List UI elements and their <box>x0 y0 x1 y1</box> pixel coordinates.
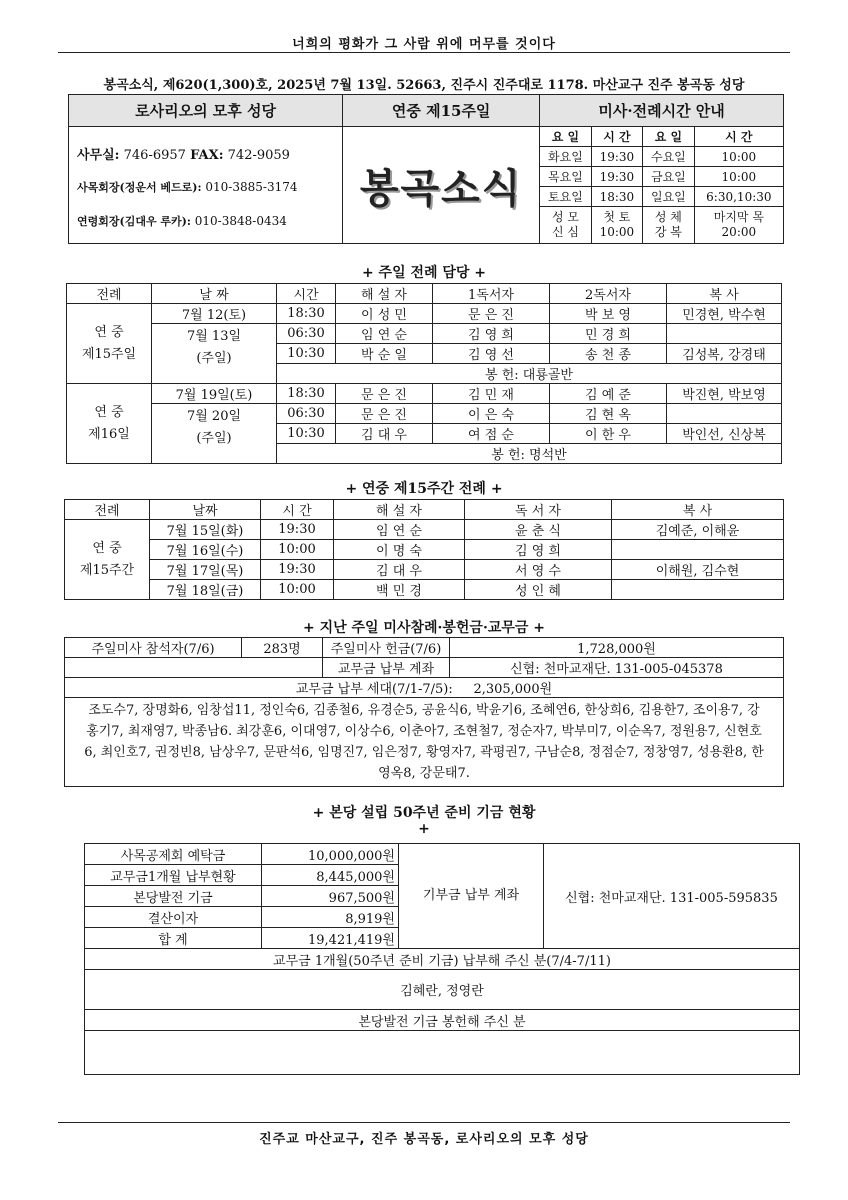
server-cell <box>667 324 782 344</box>
council-label: 사목회장(정운서 베드로): <box>77 180 202 194</box>
fax-number: 742-9059 <box>227 147 290 163</box>
sun-date: 7월 20일 <box>186 409 242 424</box>
bottom-divider <box>58 1122 790 1123</box>
schedule-title: 미사·전례시간 안내 <box>540 95 784 127</box>
reader2-cell: 송 천 종 <box>550 344 667 364</box>
attendance-section-title: + 지난 주일 미사참례·봉헌금·교무금 + <box>302 620 546 636</box>
schedule-cell-day: 토요일 <box>540 187 591 207</box>
reader-cell: 김 영 희 <box>465 540 612 560</box>
offering-value: 1,728,000원 <box>450 638 784 658</box>
reader-cell: 서 영 수 <box>465 560 612 580</box>
time-cell: 10:30 <box>277 424 336 444</box>
time-cell: 18:30 <box>277 384 336 404</box>
weekday-table <box>64 499 784 600</box>
paper-title: 봉곡소식 <box>359 165 523 212</box>
time-cell: 18:30 <box>277 304 336 324</box>
sun-date-cell <box>152 404 277 464</box>
sunday-header: 복 사 <box>667 284 782 304</box>
issue-line: 봉곡소식, 제620(1,300)호, 2025년 7월 13일. 52663, 진주시 진주대로 1178. 마산교구 진주 봉곡동 성당 <box>103 78 745 93</box>
reader1-cell: 김 민 재 <box>433 384 550 404</box>
fund-title-plus: + <box>418 821 430 837</box>
schedule-special-text: 성 체 <box>654 210 682 225</box>
attendance-table <box>64 637 784 787</box>
offering-label: 주일미사 헌금(7/6) <box>323 638 450 658</box>
schedule-cell-time: 18:30 <box>591 187 642 207</box>
sunday-header: 해 설 자 <box>336 284 433 304</box>
fund-table <box>84 843 800 1075</box>
attendance-label: 주일미사 참석자(7/6) <box>65 638 242 658</box>
table-row <box>65 560 784 580</box>
schedule-header: 시 간 <box>694 127 783 147</box>
liturgy-name: 제16일 <box>88 426 130 442</box>
fund-item-label: 결산이자 <box>85 907 262 928</box>
date-cell: 7월 18일(금) <box>150 580 261 600</box>
account-value: 신협: 천마교재단. 131-005-045378 <box>450 658 784 678</box>
sunday-section-title: + 주일 전례 담당 + <box>361 265 487 281</box>
schedule-cell-time: 10:00 <box>694 167 783 187</box>
commentator-cell: 백 민 경 <box>334 580 465 600</box>
schedule-cell <box>540 127 784 244</box>
sat-date: 7월 12(토) <box>152 304 277 324</box>
sunday-header: 시간 <box>277 284 336 304</box>
council-phone: 010-3885-3174 <box>205 179 298 194</box>
time-cell: 10:00 <box>261 580 334 600</box>
commentator-cell: 임 연 순 <box>336 324 433 344</box>
date-cell: 7월 16일(수) <box>150 540 261 560</box>
schedule-cell-time: 19:30 <box>591 147 642 167</box>
reader1-cell: 문 은 진 <box>433 304 550 324</box>
liturgy-name: 제15주일 <box>81 346 137 362</box>
commentator-cell: 이 명 숙 <box>334 540 465 560</box>
weekday-header: 날짜 <box>150 500 261 520</box>
schedule-table <box>540 127 783 243</box>
fund-total-value: 19,421,419원 <box>262 928 399 949</box>
server-cell: 김성복, 강경태 <box>667 344 782 364</box>
office-label: 사무실: <box>77 147 120 163</box>
fund-item-value: 10,000,000원 <box>262 844 399 865</box>
schedule-cell-day: 목요일 <box>540 167 591 187</box>
schedule-cell-day: 일요일 <box>643 187 695 207</box>
motto: 너희의 평화가 그 사람 위에 머무를 것이다 <box>292 37 556 52</box>
table-row <box>65 520 784 540</box>
fund-dev-names <box>85 1031 800 1075</box>
contact-block <box>69 127 343 244</box>
time-cell: 19:30 <box>261 560 334 580</box>
server-cell: 민경현, 박수현 <box>667 304 782 324</box>
sun-date-cell <box>152 324 277 384</box>
schedule-special-d <box>694 207 783 243</box>
table-row <box>67 324 782 344</box>
commentator-cell: 임 연 순 <box>334 520 465 540</box>
schedule-special-text: 강 복 <box>654 225 682 240</box>
sunday-header: 전례 <box>67 284 152 304</box>
weekday-header: 전례 <box>65 500 150 520</box>
liturgy-name: 제15주간 <box>79 562 135 578</box>
fund-total-label: 합 계 <box>85 928 262 949</box>
fund-item-value: 8,919원 <box>262 907 399 928</box>
schedule-cell-day: 화요일 <box>540 147 591 167</box>
sat-date: 7월 19일(토) <box>152 384 277 404</box>
weekday-liturgy-cell <box>65 520 150 600</box>
liturgy-name: 연 중 <box>94 324 124 340</box>
youth-phone: 010-3848-0434 <box>194 213 287 228</box>
reader1-cell: 김 영 선 <box>433 344 550 364</box>
reader2-cell: 김 현 옥 <box>550 404 667 424</box>
schedule-header: 요 일 <box>540 127 591 147</box>
table-row <box>65 580 784 600</box>
schedule-cell-time: 6:30,10:30 <box>694 187 783 207</box>
weekday-header: 독 서 자 <box>465 500 612 520</box>
reader-cell: 윤 춘 식 <box>465 520 612 540</box>
server-cell <box>612 540 784 560</box>
fund-title: + 본당 설립 50주년 준비 기금 현황 <box>312 805 536 821</box>
schedule-special-text: 마지막 목 <box>713 210 764 225</box>
weekday-header: 시 간 <box>261 500 334 520</box>
commentator-cell: 박 순 일 <box>336 344 433 364</box>
schedule-special-text: 첫 토 <box>603 210 631 225</box>
fund-month-names: 김혜란, 정영란 <box>85 970 800 1010</box>
paper-title-cell <box>343 127 540 244</box>
sunday-header: 1독서자 <box>433 284 550 304</box>
fund-item-label: 교무금1개월 납부현황 <box>85 865 262 886</box>
date-cell: 7월 15일(화) <box>150 520 261 540</box>
commentator-cell: 김 대 우 <box>336 424 433 444</box>
youth-label: 연령회장(김대우 루카): <box>77 214 191 228</box>
footer: 진주교 마산교구, 진주 봉곡동, 로사리오의 모후 성당 <box>259 1132 589 1147</box>
sunday-table <box>66 283 782 464</box>
header-table <box>68 94 784 244</box>
reader1-cell: 김 영 희 <box>433 324 550 344</box>
liturgy-week: 연중 제15주일 <box>343 95 540 127</box>
donor-names: 조도수7, 장명화6, 임창섭11, 정인숙6, 김종철6, 유경순5, 공윤식6, 박윤기6, 조혜연6, 한상희6, 김용한7, 조이용7, 강홍기7, 최재영7, 박종남6. 최강훈6, 이대영7, 이상수6, 이춘아7, 조현철7, 정순자7, 박부미7, 이순옥7, 정원용7, 신현호6, 최인호7, 권정빈8, 남상우7, 문판석6, 임명진7, 임은정7, 황영자7, 곽평권7, 구남순8, 정점순7, 정창영7, 성용환8, 한영옥8, 강문태7. <box>65 698 784 787</box>
reader-cell: 성 인 혜 <box>465 580 612 600</box>
schedule-special-b <box>591 207 642 243</box>
sun-date: (주일) <box>196 351 232 366</box>
reader2-cell: 이 한 우 <box>550 424 667 444</box>
server-cell <box>612 580 784 600</box>
server-cell: 박진현, 박보영 <box>667 384 782 404</box>
fund-item-value: 967,500원 <box>262 886 399 907</box>
sunday-header: 날 짜 <box>152 284 277 304</box>
fund-item-label: 본당발전 기금 <box>85 886 262 907</box>
households-row <box>65 678 784 698</box>
time-cell: 06:30 <box>277 324 336 344</box>
weekday-header: 해 설 자 <box>334 500 465 520</box>
sunday-liturgy-cell <box>67 304 152 384</box>
reader1-cell: 여 점 순 <box>433 424 550 444</box>
schedule-special-text: 성 모 <box>551 210 579 225</box>
fax-label: FAX: <box>190 147 224 163</box>
table-row <box>65 540 784 560</box>
top-divider <box>58 52 790 53</box>
time-cell: 19:30 <box>261 520 334 540</box>
commentator-cell: 이 성 민 <box>336 304 433 324</box>
account-label: 교무금 납부 계좌 <box>323 658 450 678</box>
offering-cell: 봉 헌: 대룡골반 <box>277 364 782 384</box>
table-row <box>67 404 782 424</box>
fund-dev-label: 본당발전 기금 봉헌해 주신 분 <box>85 1010 800 1031</box>
reader1-cell: 이 은 숙 <box>433 404 550 424</box>
offering-cell: 봉 헌: 명석반 <box>277 444 782 464</box>
office-phone: 746-6957 <box>123 147 186 163</box>
server-cell: 박인선, 신상복 <box>667 424 782 444</box>
schedule-header: 시 간 <box>591 127 642 147</box>
households-label: 교무금 납부 세대(7/1-7/5): <box>295 682 453 697</box>
sunday-liturgy-cell <box>67 384 152 464</box>
server-cell <box>667 404 782 424</box>
sunday-header: 2독서자 <box>550 284 667 304</box>
reader2-cell: 김 예 준 <box>550 384 667 404</box>
table-row <box>67 304 782 324</box>
schedule-cell-time: 10:00 <box>694 147 783 167</box>
table-row <box>67 384 782 404</box>
fund-item-label: 사목공제회 예탁금 <box>85 844 262 865</box>
commentator-cell: 김 대 우 <box>334 560 465 580</box>
time-cell: 06:30 <box>277 404 336 424</box>
weekday-header: 복 사 <box>612 500 784 520</box>
sun-date: 7월 13일 <box>186 329 242 344</box>
fund-month-label: 교무금 1개월(50주년 준비 기금) 납부해 주신 분(7/4-7/11) <box>85 949 800 970</box>
fund-item-value: 8,445,000원 <box>262 865 399 886</box>
fund-account-label: 기부금 납부 계좌 <box>399 844 544 949</box>
parish-name: 로사리오의 모후 성당 <box>69 95 343 127</box>
schedule-special-text: 10:00 <box>599 225 635 240</box>
liturgy-name: 연 중 <box>94 404 124 420</box>
fund-account-value: 신협: 천마교재단. 131-005-595835 <box>544 844 800 949</box>
schedule-cell-time: 19:30 <box>591 167 642 187</box>
schedule-special-c <box>643 207 695 243</box>
server-cell: 김예준, 이해윤 <box>612 520 784 540</box>
schedule-cell-day: 수요일 <box>643 147 695 167</box>
households-value: 2,305,000원 <box>473 682 553 697</box>
fund-section-title <box>0 805 848 837</box>
blank-cell <box>65 658 323 678</box>
schedule-cell-day: 금요일 <box>643 167 695 187</box>
schedule-special-text: 신 심 <box>551 225 579 240</box>
commentator-cell: 문 은 진 <box>336 384 433 404</box>
reader2-cell: 민 경 희 <box>550 324 667 344</box>
time-cell: 10:30 <box>277 344 336 364</box>
schedule-special-text: 20:00 <box>721 225 757 240</box>
schedule-special-a <box>540 207 591 243</box>
attendance-value: 283명 <box>242 638 323 658</box>
weekday-section-title: + 연중 제15주간 전례 + <box>345 481 503 497</box>
time-cell: 10:00 <box>261 540 334 560</box>
commentator-cell: 문 은 진 <box>336 404 433 424</box>
schedule-header: 요 일 <box>643 127 695 147</box>
liturgy-name: 연 중 <box>92 540 122 556</box>
date-cell: 7월 17일(목) <box>150 560 261 580</box>
server-cell: 이해원, 김수현 <box>612 560 784 580</box>
sun-date: (주일) <box>196 431 232 446</box>
reader2-cell: 박 보 영 <box>550 304 667 324</box>
